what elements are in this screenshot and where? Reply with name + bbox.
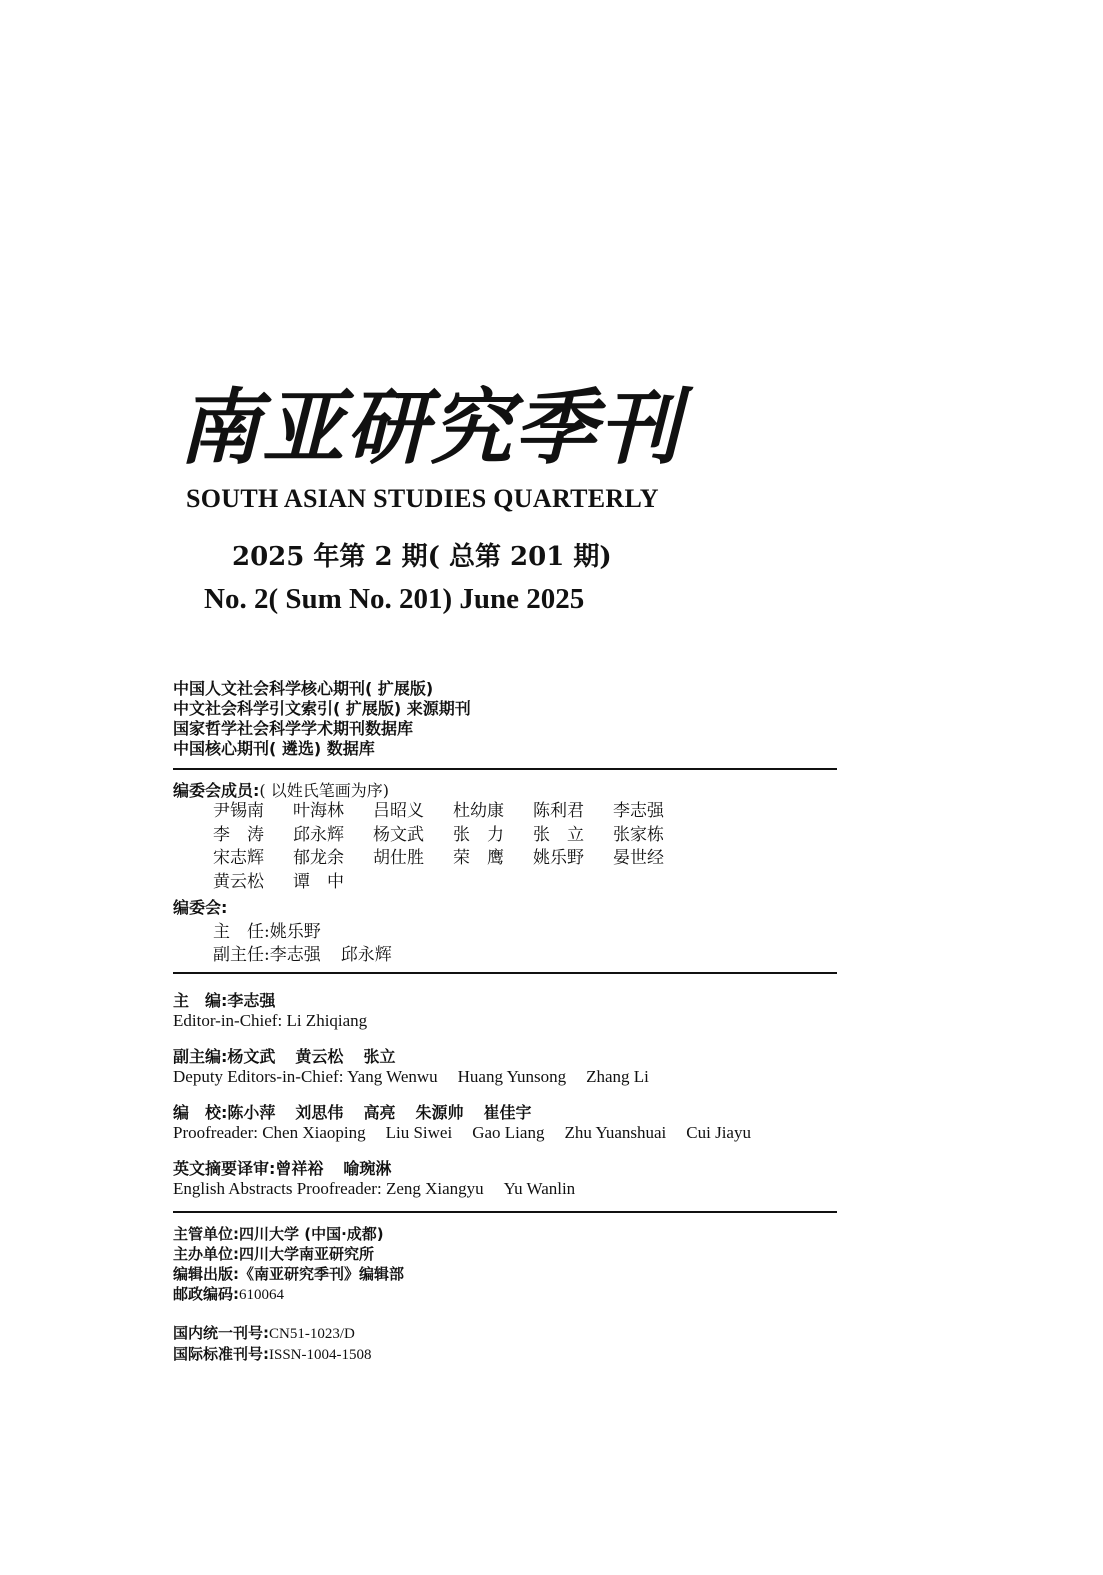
proofreader-name-en: Gao Liang bbox=[472, 1123, 545, 1142]
member-name: 尹锡南 bbox=[213, 801, 264, 821]
abstract-reviewer-name: 喻琬淋 bbox=[343, 1159, 392, 1178]
member-name: 荣 鹰 bbox=[453, 848, 504, 868]
chair-label: 主 任: bbox=[213, 922, 270, 942]
journal-title-english: SOUTH ASIAN STUDIES QUARTERLY bbox=[186, 484, 659, 513]
serial-numbers bbox=[173, 1323, 372, 1365]
issue-number-english: No. 2( Sum No. 201) June 2025 bbox=[204, 583, 585, 615]
sponsor-label: 主办单位: bbox=[173, 1245, 239, 1263]
abstract-reviewers-en bbox=[173, 1179, 575, 1199]
proofreader-name-en: Cui Jiayu bbox=[686, 1123, 751, 1142]
chief-editor-en bbox=[173, 1011, 367, 1031]
editor-office-value: 《南亚研究季刊》编辑部 bbox=[239, 1265, 405, 1283]
board-members-label: 编委会成员: bbox=[173, 781, 260, 800]
member-row bbox=[213, 824, 693, 848]
proofreader-name: 陈小萍 bbox=[227, 1103, 276, 1122]
member-name: 黄云松 bbox=[213, 871, 264, 892]
issue-number-chinese: 2025 年第 2 期( 总第 201 期) bbox=[232, 542, 612, 572]
abstract-reviewer-name-en: Yu Wanlin bbox=[503, 1179, 576, 1198]
publisher-info bbox=[173, 1224, 404, 1305]
index-entry: 中国核心期刊( 遴选) 数据库 bbox=[173, 739, 375, 758]
member-name: 胡仕胜 bbox=[373, 848, 424, 868]
journal-title-calligraphy: 南亚研究季刊 bbox=[178, 380, 682, 476]
member-name: 张 力 bbox=[453, 824, 504, 845]
chair-name: 姚乐野 bbox=[269, 922, 321, 942]
proofreader-name-en: Liu Siwei bbox=[385, 1123, 453, 1142]
committee-chair bbox=[213, 917, 321, 942]
chief-editor-label-en: Editor-in-Chief: bbox=[173, 1011, 283, 1030]
board-members-grid bbox=[213, 800, 693, 894]
proofreader-name: 刘思伟 bbox=[295, 1103, 344, 1122]
postcode-label: 邮政编码: bbox=[173, 1285, 239, 1303]
proofreaders-label-en: Proofreader: bbox=[173, 1123, 258, 1142]
vice-chair-name: 李志强 bbox=[269, 945, 321, 965]
member-name: 叶海林 bbox=[293, 801, 344, 821]
deputy-editor-name-en: Huang Yunsong bbox=[457, 1067, 567, 1086]
proofreaders-label: 编 校: bbox=[173, 1103, 228, 1122]
deputy-editors-en bbox=[173, 1067, 649, 1087]
deputy-editor-name: 黄云松 bbox=[295, 1047, 344, 1066]
member-name: 谭 中 bbox=[293, 871, 344, 892]
issn-line bbox=[173, 1344, 372, 1365]
editor-office-label: 编辑出版: bbox=[173, 1265, 239, 1283]
member-name: 邱永辉 bbox=[293, 824, 344, 845]
proofreader-name: 高亮 bbox=[363, 1103, 396, 1122]
abstract-reviewers-label: 英文摘要译审: bbox=[173, 1159, 276, 1178]
deputy-editors-label-en: Deputy Editors-in-Chief: bbox=[173, 1067, 344, 1086]
member-name: 杨文武 bbox=[373, 824, 424, 845]
member-name: 郁龙余 bbox=[293, 848, 344, 868]
chief-editor-name-en: Li Zhiqiang bbox=[286, 1011, 368, 1030]
cn-number-value: CN51-1023/D bbox=[269, 1326, 355, 1342]
supervisor-line bbox=[173, 1224, 404, 1244]
member-row bbox=[213, 847, 693, 871]
proofreader-name: 朱源帅 bbox=[415, 1103, 464, 1122]
sponsor-value: 四川大学南亚研究所 bbox=[239, 1245, 375, 1263]
issn-label: 国际标准刊号: bbox=[173, 1345, 269, 1363]
deputy-editors-label: 副主编: bbox=[173, 1047, 228, 1066]
postcode-line bbox=[173, 1284, 404, 1305]
deputy-editors-cn bbox=[173, 1044, 395, 1067]
index-entry: 中国人文社会科学核心期刊( 扩展版) bbox=[173, 679, 434, 698]
member-name: 张家栋 bbox=[613, 824, 664, 845]
abstract-reviewer-name-en: Zeng Xiangyu bbox=[385, 1179, 484, 1198]
editor-office-line bbox=[173, 1264, 404, 1284]
issn-value: ISSN-1004-1508 bbox=[269, 1347, 372, 1363]
indexing-list bbox=[173, 679, 471, 759]
supervisor-label: 主管单位: bbox=[173, 1225, 239, 1243]
member-row bbox=[213, 871, 693, 895]
vice-chair-label: 副主任: bbox=[213, 945, 270, 965]
member-name: 张 立 bbox=[533, 824, 584, 845]
board-members-note: ( 以姓氏笔画为序) bbox=[259, 781, 389, 800]
abstract-reviewers-label-en: English Abstracts Proofreader: bbox=[173, 1179, 382, 1198]
cn-number-label: 国内统一刊号: bbox=[173, 1324, 269, 1342]
committee-vice-chairs bbox=[213, 940, 392, 965]
proofreaders-cn bbox=[173, 1100, 531, 1123]
vice-chair-name: 邱永辉 bbox=[340, 945, 392, 965]
index-entry: 中文社会科学引文索引( 扩展版) 来源期刊 bbox=[173, 699, 471, 718]
committee-heading: 编委会: bbox=[173, 898, 228, 917]
board-members-heading bbox=[173, 778, 389, 801]
member-name: 姚乐野 bbox=[533, 848, 584, 868]
member-name: 晏世经 bbox=[613, 848, 664, 868]
deputy-editor-name-en: Yang Wenwu bbox=[347, 1067, 438, 1086]
member-name: 李志强 bbox=[613, 801, 664, 821]
section-divider bbox=[173, 972, 837, 974]
member-name: 吕昭义 bbox=[373, 801, 424, 821]
deputy-editor-name-en: Zhang Li bbox=[586, 1067, 649, 1086]
member-name: 宋志辉 bbox=[213, 848, 264, 868]
index-entry: 国家哲学社会科学学术期刊数据库 bbox=[173, 719, 414, 738]
proofreader-name-en: Zhu Yuanshuai bbox=[564, 1123, 667, 1142]
supervisor-value: 四川大学 (中国·成都) bbox=[239, 1225, 384, 1243]
member-name: 李 涛 bbox=[213, 824, 264, 845]
deputy-editor-name: 杨文武 bbox=[227, 1047, 276, 1066]
abstract-reviewers-cn bbox=[173, 1156, 391, 1179]
sponsor-line bbox=[173, 1244, 404, 1264]
abstract-reviewer-name: 曾祥裕 bbox=[275, 1159, 324, 1178]
chief-editor-name: 李志强 bbox=[227, 991, 276, 1010]
proofreader-name-en: Chen Xiaoping bbox=[262, 1123, 366, 1142]
chief-editor-cn bbox=[173, 988, 275, 1011]
postcode-value: 610064 bbox=[239, 1287, 284, 1303]
section-divider bbox=[173, 768, 837, 770]
deputy-editor-name: 张立 bbox=[363, 1047, 396, 1066]
proofreaders-en bbox=[173, 1123, 751, 1143]
section-divider bbox=[173, 1211, 837, 1213]
cn-number-line bbox=[173, 1323, 372, 1344]
member-name: 杜幼康 bbox=[453, 801, 504, 821]
proofreader-name: 崔佳宇 bbox=[483, 1103, 532, 1122]
member-name: 陈利君 bbox=[533, 801, 584, 821]
chief-editor-label: 主 编: bbox=[173, 991, 228, 1010]
member-row bbox=[213, 800, 693, 824]
